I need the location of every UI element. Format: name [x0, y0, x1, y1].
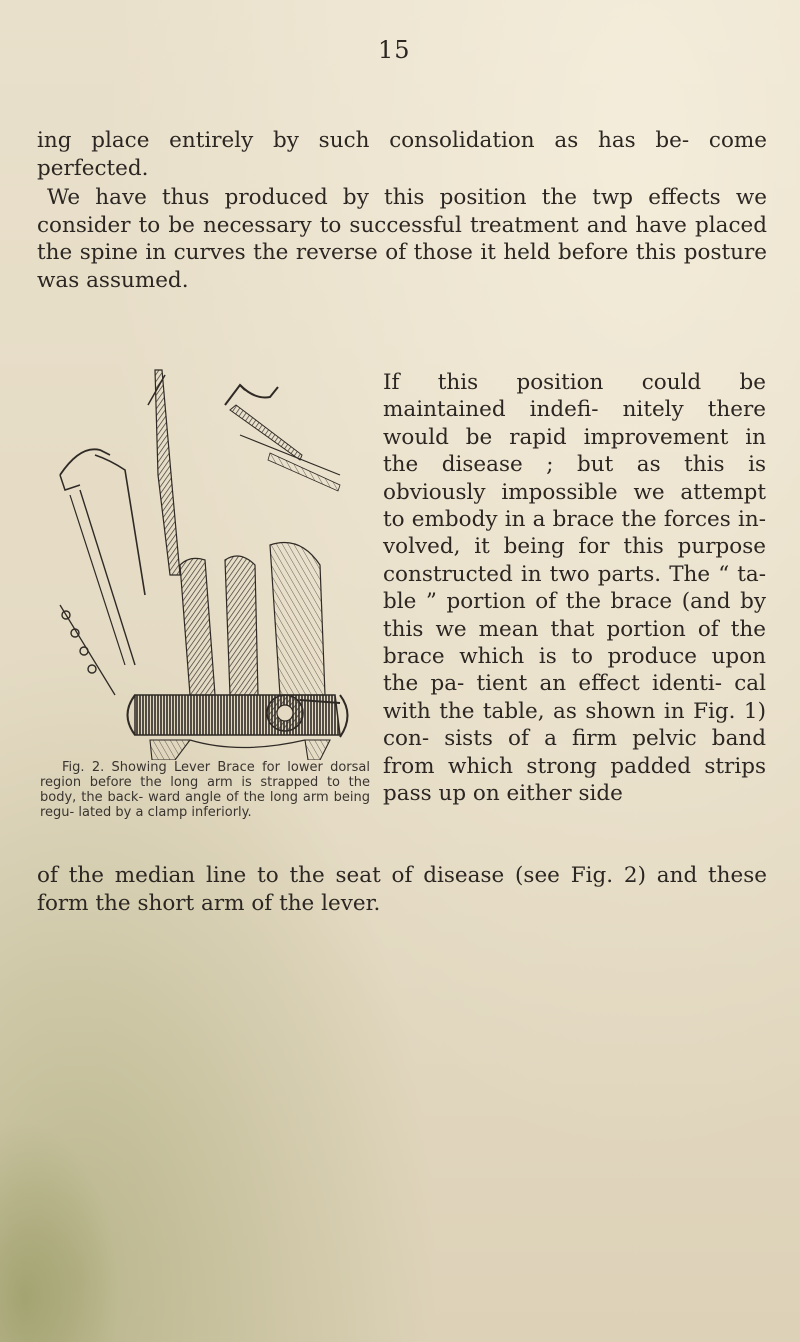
- paragraph-brace-description: If this position could be maintained indefi- nitely there would be rapid improvement in the disease ; but as this is obviously impossible we attempt to embody in a brace the forces in- volved, it being for this purpose constructed in two parts. The “ ta- ble ” portion of the brace (and by this we mean that portion of the brace which is to produce upon the pa- tient an effect identi- cal with the table, as shown in Fig. 1) con- sists of a firm pelvic band from which strong padded strips pass up on either side: [383, 370, 766, 807]
- paper-stain: [0, 1120, 120, 1342]
- paragraph-lever-arm: of the median line to the seat of disease (see Fig. 2) and these form the short arm of the lever.: [37, 863, 767, 916]
- paragraph-effects: We have thus produced by this position the twp effects we consider to be necessary to successful treatment and have placed the spine in curves the reverse of those it held before this posture was assumed.: [37, 185, 767, 293]
- brace-engraving-icon: [40, 365, 370, 760]
- lever-brace-illustration: [40, 365, 370, 760]
- figure-caption: Fig. 2. Showing Lever Brace for lower dorsal region before the long arm is strapped to the body, the back- ward angle of the long arm being regu- lated by a clamp inferiorly.: [40, 760, 370, 820]
- paragraph-continuation: ing place entirely by such consolidation as has be- come perfected.: [37, 128, 767, 181]
- page-number: 15: [378, 36, 411, 64]
